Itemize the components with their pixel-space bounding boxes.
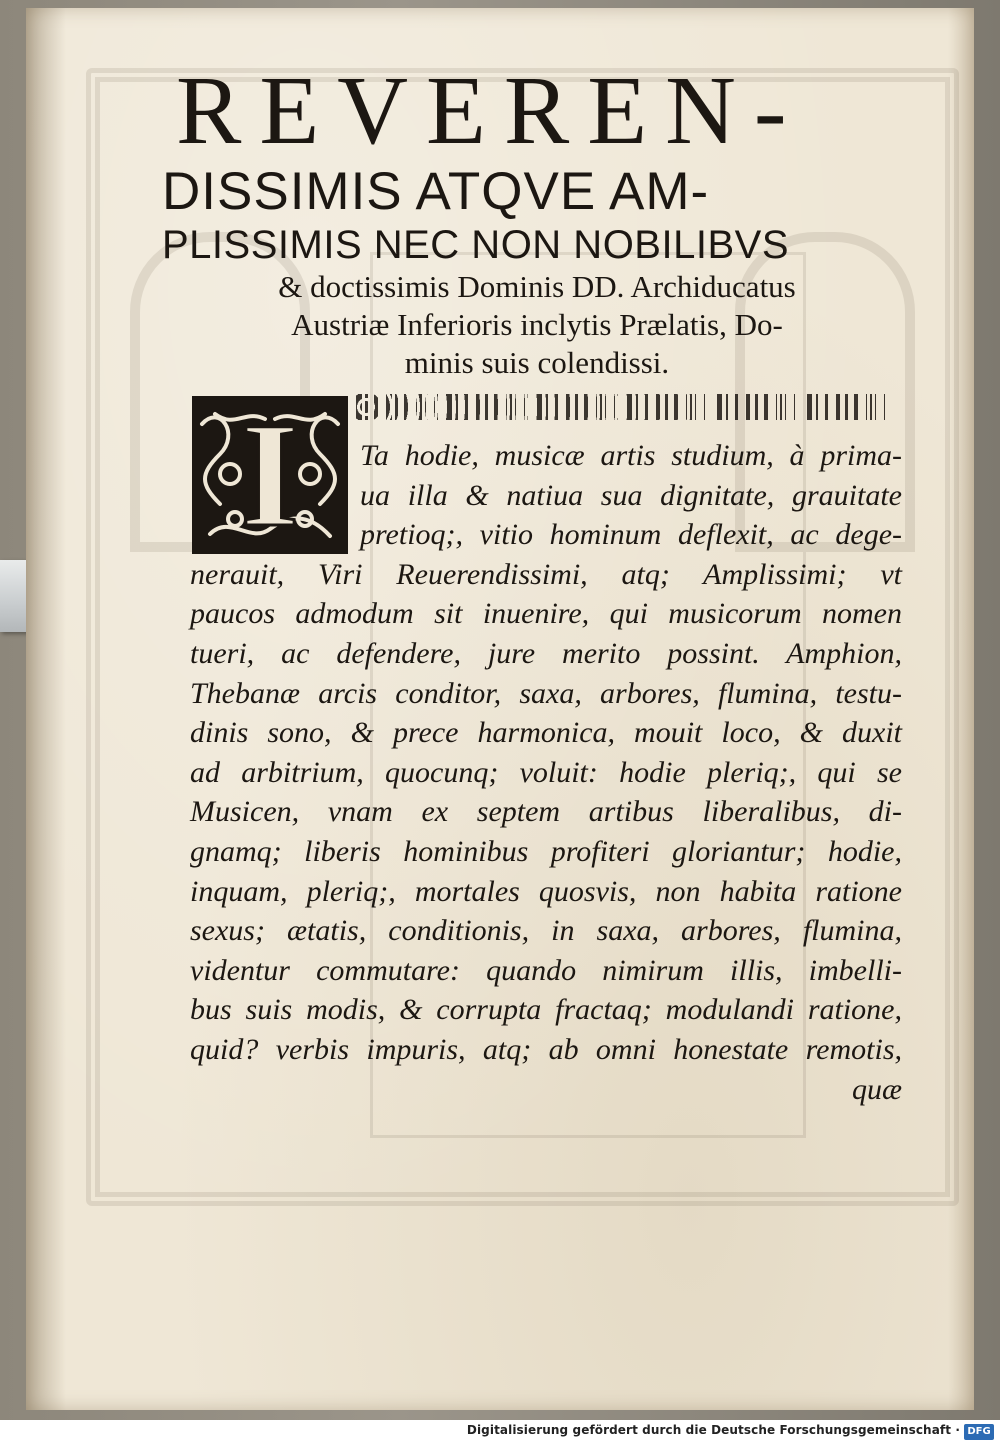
footer-credit: Digitalisierung gefördert durch die Deutsche Forschungsgemeinschaft · (466, 1423, 960, 1437)
title-line-5: Austriæ Inferioris inclytis Prælatis, Do- (291, 307, 783, 342)
title-line-4: & doctissimis Dominis DD. Archiducatus (278, 269, 796, 304)
body-line: pretioq;, vitio hominum deflexit, ac dege- (360, 518, 902, 552)
body-line: videntur commutare: quando nimirum illis, imbelli- (190, 953, 902, 987)
catchword: quæ (851, 1072, 902, 1106)
body-line: Ta hodie, musicæ artis studium, à prima- (360, 439, 902, 472)
body-line: ad arbitrium, quocunq; voluit: hodie pleriq;, qui se (190, 755, 902, 789)
body-line: Thebanæ arcis conditor, saxa, arbores, flumina, testu- (190, 676, 902, 710)
digitization-footer (0, 1420, 1000, 1444)
body-line: bus suis modis, & corrupta fractaq; modulandi ratione, (190, 993, 902, 1027)
dfg-logo-icon: DFG (964, 1424, 994, 1440)
fleuron-ornament-band (356, 394, 892, 420)
body-line: inquam, pleriq;, mortales quosvis, non habita ratione (190, 874, 902, 908)
dedication-body (190, 436, 902, 1109)
spine-shadow (26, 8, 66, 1410)
title-line-1: REVEREN- (176, 57, 805, 165)
title-line-3: PLISSIMIS NEC NON NOBILIBVS (162, 223, 789, 267)
body-line: tueri, ac defendere, jure merito possint. Amphion, (190, 636, 902, 670)
title-line-6: minis suis colendissi. (404, 345, 670, 380)
body-line: Musicen, vnam ex septem artibus liberalibus, di- (190, 795, 902, 829)
initial-letter: I (240, 392, 300, 558)
body-line: nerauit, Viri Reuerendissimi, atq; Amplissimi; vt (190, 557, 902, 591)
title-line-2: DISSIMIS ATQVE AM- (162, 162, 710, 221)
body-line: ua illa & natiua sua dignitate, grauitate (360, 478, 902, 512)
body-line: paucos admodum sit inuenire, qui musicorum nomen (190, 597, 902, 631)
dedication-title (162, 57, 912, 382)
body-line: dinis sono, & prece harmonica, mouit loco, & duxit (190, 716, 902, 750)
body-line: quid? verbis impuris, atq; ab omni honestate remotis, (190, 1032, 902, 1066)
body-line: sexus; ætatis, conditionis, in saxa, arbores, flumina, (190, 914, 902, 948)
body-line: gnamq; liberis hominibus profiteri gloriantur; hodie, (190, 834, 902, 868)
